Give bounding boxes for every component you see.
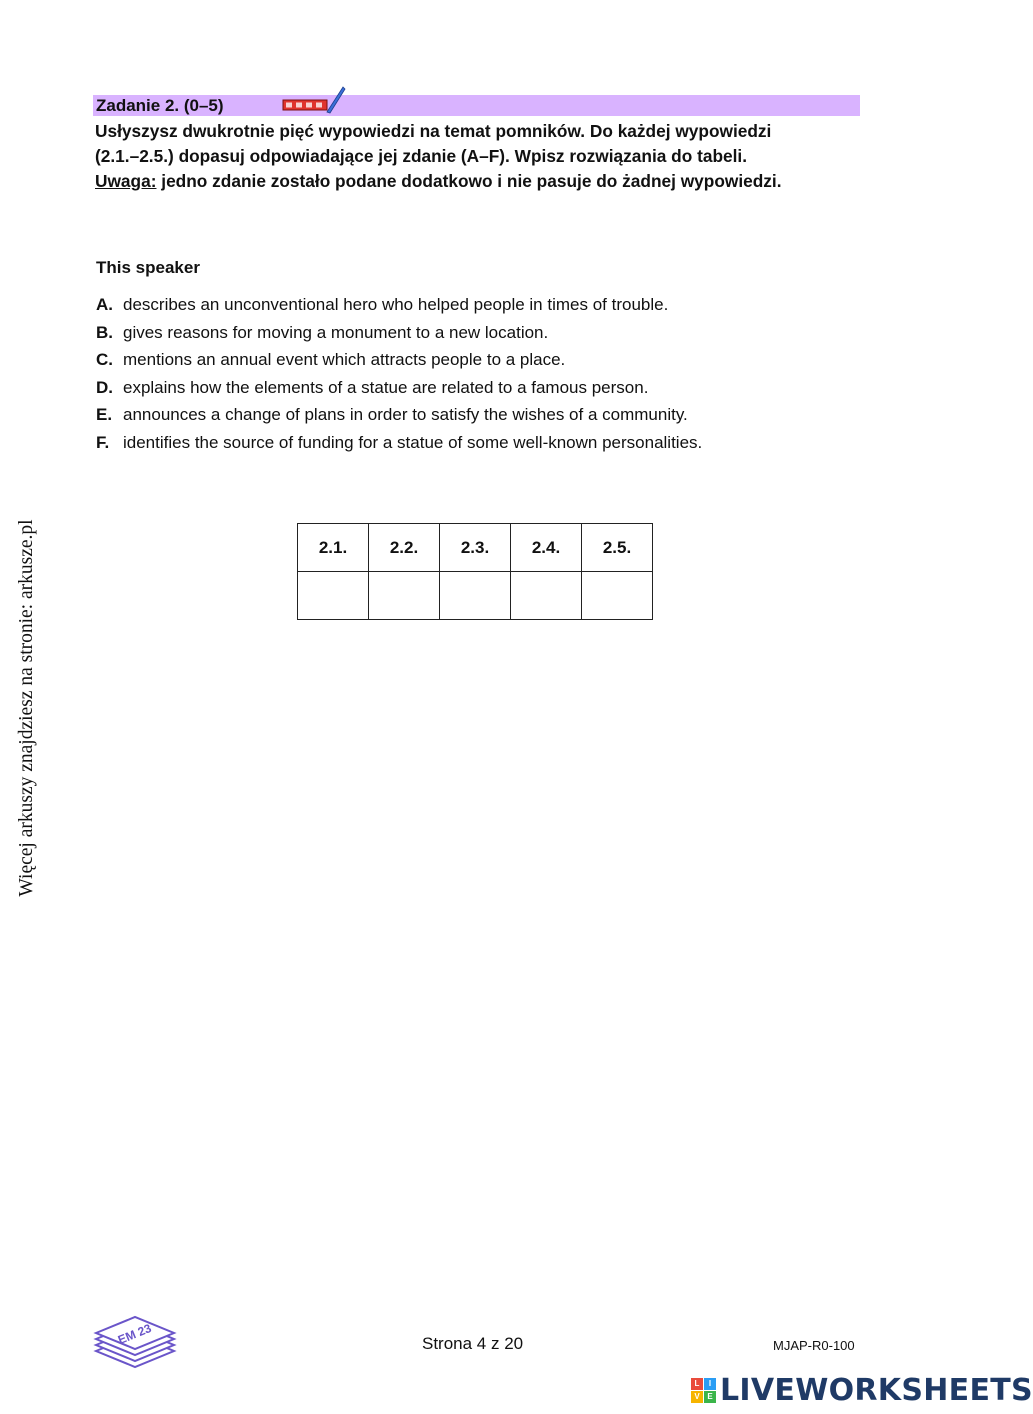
option-text: identifies the source of funding for a statue of some well-known personalities. <box>123 432 703 452</box>
brand-square-e: E <box>704 1391 716 1403</box>
brand-square-i: I <box>704 1378 716 1390</box>
option-letter: E. <box>96 405 113 425</box>
task-header-bar <box>93 95 860 116</box>
option-text: announces a change of plans in order to satisfy the wishes of a community. <box>123 405 688 425</box>
option-letter: F. <box>96 432 110 452</box>
logo-text: EM 23 <box>115 1321 154 1348</box>
instruction-line-2: (2.1.–2.5.) dopasuj odpowiadające jej zdanie (A–F). Wpisz rozwiązania do tabeli. <box>95 146 748 166</box>
option-letter: C. <box>96 350 113 370</box>
option-c <box>96 350 702 378</box>
note-text: jedno zdanie zostało podane dodatkowo i nie pasuje do żadnej wypowiedzi. <box>156 171 782 191</box>
option-letter: D. <box>96 377 113 397</box>
side-watermark-text: Więcej arkuszy znajdziesz na stronie: arkusze.pl <box>16 519 37 897</box>
option-d <box>96 378 702 406</box>
speaker-heading: This speaker <box>96 258 200 277</box>
answer-header-2-3: 2.3. <box>440 524 511 572</box>
page-number: Strona 4 z 20 <box>422 1334 524 1353</box>
option-text: gives reasons for moving a monument to a new location. <box>123 322 549 342</box>
task-title: Zadanie 2. (0–5) <box>96 96 224 115</box>
answer-cell-2-4[interactable] <box>511 572 582 620</box>
option-f <box>96 433 702 461</box>
note-label: Uwaga: <box>95 171 157 191</box>
answer-cell-2-3[interactable] <box>440 572 511 620</box>
answer-header-2-5: 2.5. <box>582 524 653 572</box>
option-letter: B. <box>96 322 113 342</box>
instruction-line-1: Usłyszysz dwukrotnie pięć wypowiedzi na temat pomników. Do każdej wypowiedzi <box>95 121 772 141</box>
answer-cell-2-2[interactable] <box>369 572 440 620</box>
option-letter: A. <box>96 295 113 314</box>
option-list <box>96 295 702 461</box>
exam-code: MJAP-R0-100 <box>773 1338 855 1353</box>
answer-table-header-row <box>298 524 653 572</box>
instruction-note <box>95 169 875 194</box>
liveworksheets-wordmark: LIVEWORKSHEETS <box>720 1372 1033 1408</box>
option-text: describes an unconventional hero who helped people in times of trouble. <box>123 295 669 314</box>
option-a <box>96 295 702 323</box>
brand-square-l: L <box>691 1378 703 1390</box>
answer-cell-2-1[interactable] <box>298 572 369 620</box>
cke-exam-logo <box>92 1313 178 1373</box>
listening-task-icon <box>283 86 343 116</box>
answer-table-input-row <box>298 572 653 620</box>
answer-header-2-1: 2.1. <box>298 524 369 572</box>
answer-header-2-4: 2.4. <box>511 524 582 572</box>
option-text: explains how the elements of a statue are related to a famous person. <box>123 377 649 397</box>
answer-cell-2-5[interactable] <box>582 572 653 620</box>
option-e <box>96 405 702 433</box>
liveworksheets-brand <box>691 1373 1033 1407</box>
liveworksheets-logo-icon <box>691 1378 716 1403</box>
answer-table <box>297 523 653 620</box>
option-b <box>96 323 702 351</box>
answer-header-2-2: 2.2. <box>369 524 440 572</box>
task-instructions <box>95 119 875 194</box>
brand-square-v: V <box>691 1391 703 1403</box>
option-text: mentions an annual event which attracts people to a place. <box>123 350 566 370</box>
